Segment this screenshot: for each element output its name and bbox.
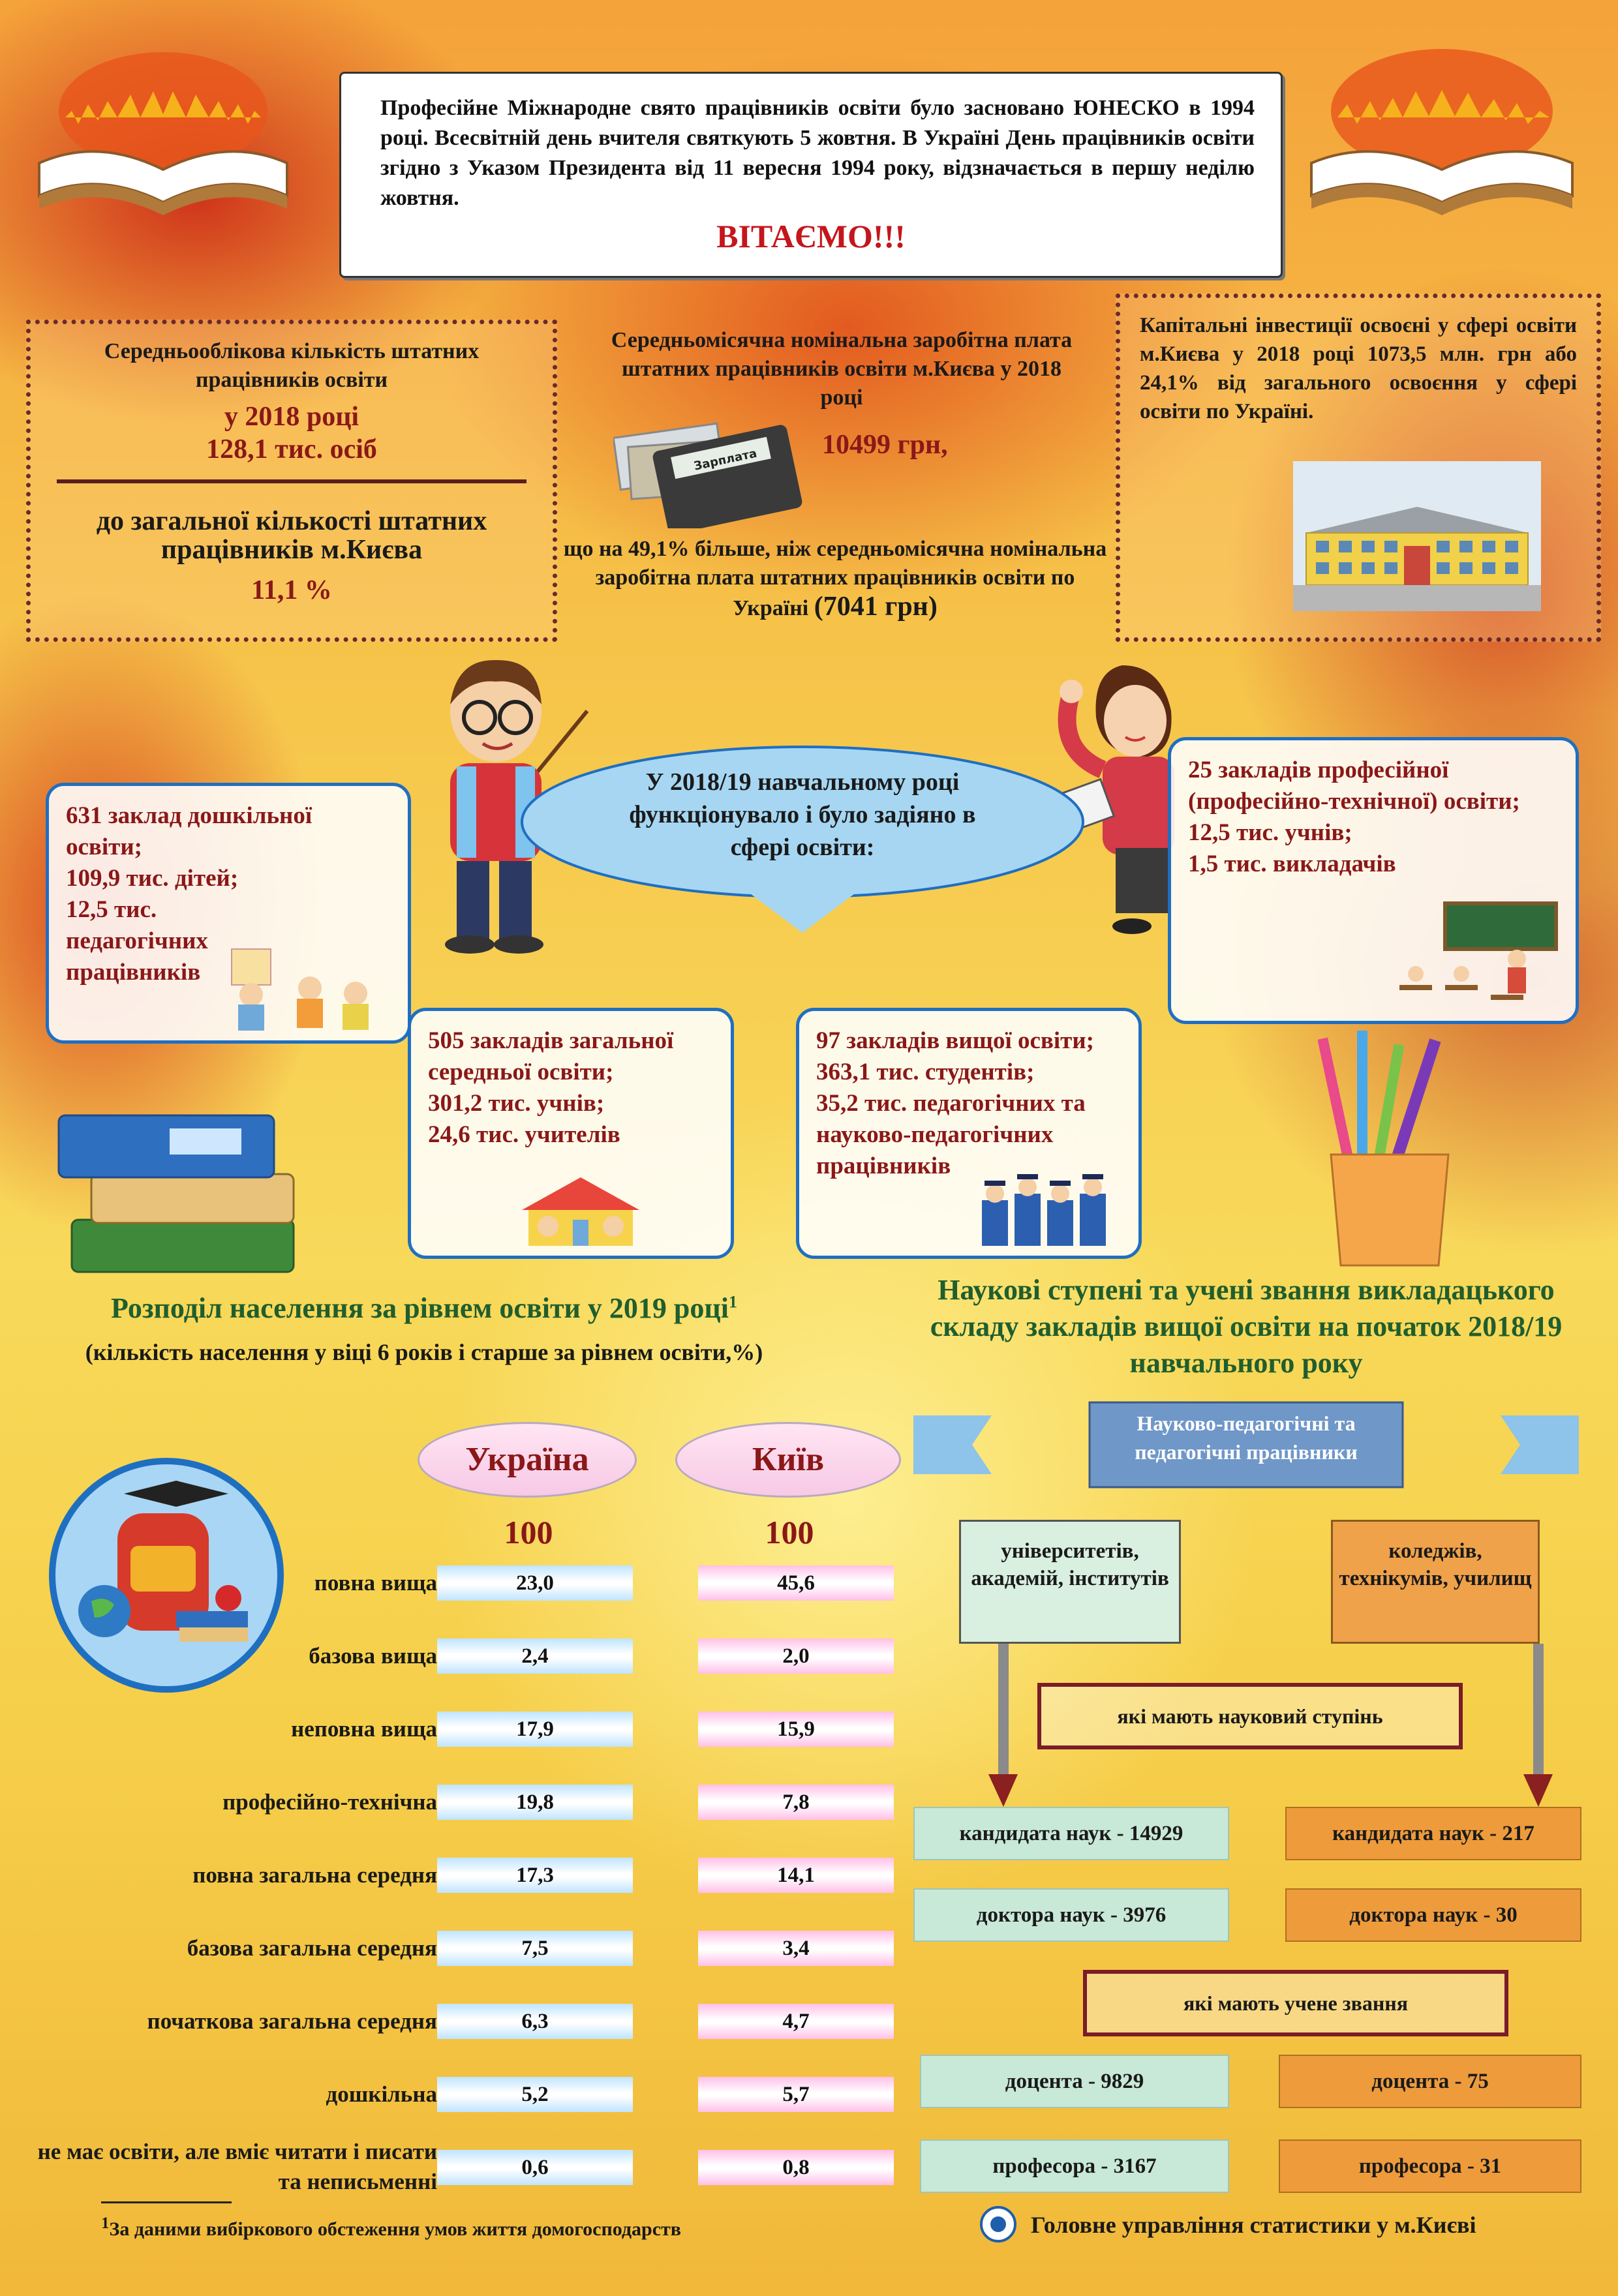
distribution-subtitle: (кількість населення у віці 6 років і старше за рівнем освіти,%) [85, 1339, 763, 1365]
ukraine-value: 2,4 [437, 1639, 633, 1674]
kyiv-value: 14,1 [698, 1858, 894, 1893]
staff-share-value: 11,1 % [251, 575, 332, 605]
center-bubble-text: У 2018/19 навчальному році функціонувало і було задіяно в сфері освіти: [629, 768, 976, 861]
kyiv-value: 45,6 [698, 1565, 894, 1601]
calculator-money-icon [613, 417, 809, 528]
statistics-logo-icon [979, 2205, 1018, 2244]
ukraine-value: 19,8 [437, 1785, 633, 1820]
col-candidates: кандидата наук - 217 [1285, 1807, 1581, 1860]
salary-ukraine-value: (7041 грн) [814, 592, 938, 622]
kyiv-total: 100 [765, 1514, 814, 1550]
footnote-rule [101, 2201, 232, 2203]
distribution-footnote-mark: 1 [728, 1292, 737, 1312]
footnote [101, 2214, 819, 2241]
kyiv-header: Київ [675, 1422, 901, 1498]
salary-comparison [561, 535, 1109, 623]
uni-candidates: кандидата наук - 14929 [913, 1807, 1229, 1860]
ukraine-value: 17,9 [437, 1712, 633, 1747]
col-doctors: доктора наук - 30 [1285, 1888, 1581, 1942]
books-stack-icon [46, 1102, 320, 1285]
vocational-line-2: 12,5 тис. учнів; [1188, 819, 1352, 846]
salary-comparison-text: що на 49,1% більше, ніж середньомісячна номінальна заробітна плата штатних працівників освіти по Україні [563, 537, 1107, 620]
salary-label: Середньомісячна номінальна заробітна плата штатних працівників освіти м.Києва у 2018 році [611, 328, 1073, 410]
degrees-banner: Науково-педагогічні та педагогічні працівники [1135, 1412, 1358, 1464]
kyiv-value: 0,8 [698, 2150, 894, 2185]
kyiv-value: 15,9 [698, 1712, 894, 1747]
staff-count-box [26, 320, 557, 642]
kyiv-value: 7,8 [698, 1785, 894, 1820]
col-professors: професора - 31 [1279, 2139, 1581, 2193]
higher-line-1: 97 закладів вищої освіти; [816, 1027, 1094, 1054]
kyiv-value: 4,7 [698, 2004, 894, 2039]
footnote-mark: 1 [101, 2214, 110, 2232]
staff-count-value: 128,1 тис. осіб [206, 434, 377, 464]
education-level-label: неповна вища [291, 1716, 437, 1742]
ukraine-total: 100 [504, 1514, 553, 1550]
general-line-2: 301,2 тис. учнів; [428, 1090, 605, 1117]
open-book-right-icon [1298, 39, 1585, 228]
school-building-icon [1293, 461, 1541, 611]
education-level-label: професійно-технічна [222, 1789, 437, 1815]
salary-value: 10499 грн, [822, 430, 948, 460]
staff-share-label: до загальної кількості штатних працівників м.Києва [96, 506, 487, 565]
greeting: ВІТАЄМО!!! [716, 218, 906, 254]
uni-doctors: доктора наук - 3976 [913, 1888, 1229, 1942]
ukraine-value: 17,3 [437, 1858, 633, 1893]
distribution-title [26, 1292, 822, 1325]
preschool-line-1: 631 заклад дошкільної освіти; [66, 802, 313, 860]
calculator-label: Зарплата [692, 446, 759, 474]
education-level-label: повна вища [314, 1570, 437, 1595]
ukraine-value: 5,2 [437, 2077, 633, 2112]
colleges-box: коледжів, технікумів, училищ [1331, 1520, 1540, 1644]
intro-text: Професійне Міжнародне свято працівників освіти було засновано ЮНЕСКО в 1994 році. Всесвітній день вчителя святкують 5 жовтня. В Україні День працівників освіти згідно з Указом Президента від 11 вересня 1994 року, відзначається в першу неділю жовтня. [380, 96, 1255, 210]
higher-line-2: 363,1 тис. студентів; [816, 1059, 1035, 1085]
center-bubble [515, 744, 1090, 913]
kyiv-value: 2,0 [698, 1639, 894, 1674]
kindergarten-children-icon [219, 943, 401, 1034]
preschool-line-3: 12,5 тис. педагогічних працівників [66, 896, 208, 986]
education-level-label: початкова загальна середня [147, 2008, 437, 2034]
general-line-1: 505 закладів загальної середньої освіти; [428, 1027, 674, 1085]
education-level-label: дошкільна [326, 2081, 437, 2107]
vocational-box [1168, 737, 1579, 1024]
divider [57, 479, 527, 483]
source: Головне управління статистики у м.Києві [1031, 2212, 1476, 2238]
with-title-frame: які мають учене звання [1083, 1970, 1508, 2036]
vocational-line-1: 25 закладів професійної (професійно-технічної) освіти; [1188, 757, 1520, 815]
investment-text: Капітальні інвестиції освоєні у сфері освіти м.Києва у 2018 році 1073,5 млн. грн або 24,1% від загального освоєння у сфері освіти по Україні. [1140, 314, 1577, 423]
ukraine-value: 7,5 [437, 1931, 633, 1966]
staff-count-year: у 2018 році [224, 402, 359, 432]
school-kids-icon [509, 1171, 652, 1249]
ukraine-value: 6,3 [437, 2004, 633, 2039]
vocational-line-3: 1,5 тис. викладачів [1188, 851, 1396, 877]
higher-education-box [796, 1008, 1142, 1259]
with-degree-frame: які мають науковий ступінь [1037, 1683, 1463, 1749]
general-education-box [408, 1008, 734, 1259]
education-level-label: не має освіти, але вміє читати і писати та неписьменні [37, 2139, 437, 2194]
ukraine-value: 0,6 [437, 2150, 633, 2185]
distribution-table [0, 1565, 913, 2194]
ukraine-header: Україна [418, 1422, 637, 1498]
kyiv-value: 3,4 [698, 1931, 894, 1966]
education-level-label: повна загальна середня [192, 1862, 437, 1888]
col-docents: доцента - 75 [1279, 2055, 1581, 2108]
open-book-left-icon [26, 39, 300, 228]
investment-box [1116, 294, 1601, 642]
universities-box: університетів, академій, інститутів [959, 1520, 1181, 1644]
higher-line-3: 35,2 тис. педагогічних та науково-педагогічних працівників [816, 1090, 1086, 1179]
education-level-label: базова вища [309, 1643, 437, 1669]
preschool-box [46, 783, 411, 1044]
education-level-label: базова загальна середня [187, 1935, 437, 1961]
general-line-3: 24,6 тис. учителів [428, 1121, 620, 1148]
graduates-icon [975, 1174, 1125, 1252]
distribution-title-text: Розподіл населення за рівнем освіти у 2019 році [111, 1292, 729, 1324]
uni-docents: доцента - 9829 [920, 2055, 1229, 2108]
degrees-title: Наукові ступені та учені звання викладацького складу закладів вищої освіти на початок 2018/19 навчального року [930, 1274, 1563, 1379]
intro-scroll [339, 72, 1283, 278]
classroom-icon [1393, 897, 1563, 1008]
kyiv-value: 5,7 [698, 2077, 894, 2112]
pencil-cup-icon [1318, 1031, 1468, 1272]
ukraine-value: 23,0 [437, 1565, 633, 1601]
staff-count-label: Середньооблікова кількість штатних працівників освіти [104, 339, 480, 392]
footnote-text: За даними вибіркового обстеження умов життя домогосподарств [109, 2218, 681, 2240]
uni-professors: професора - 3167 [920, 2139, 1229, 2193]
preschool-line-2: 109,9 тис. дітей; [66, 865, 239, 892]
